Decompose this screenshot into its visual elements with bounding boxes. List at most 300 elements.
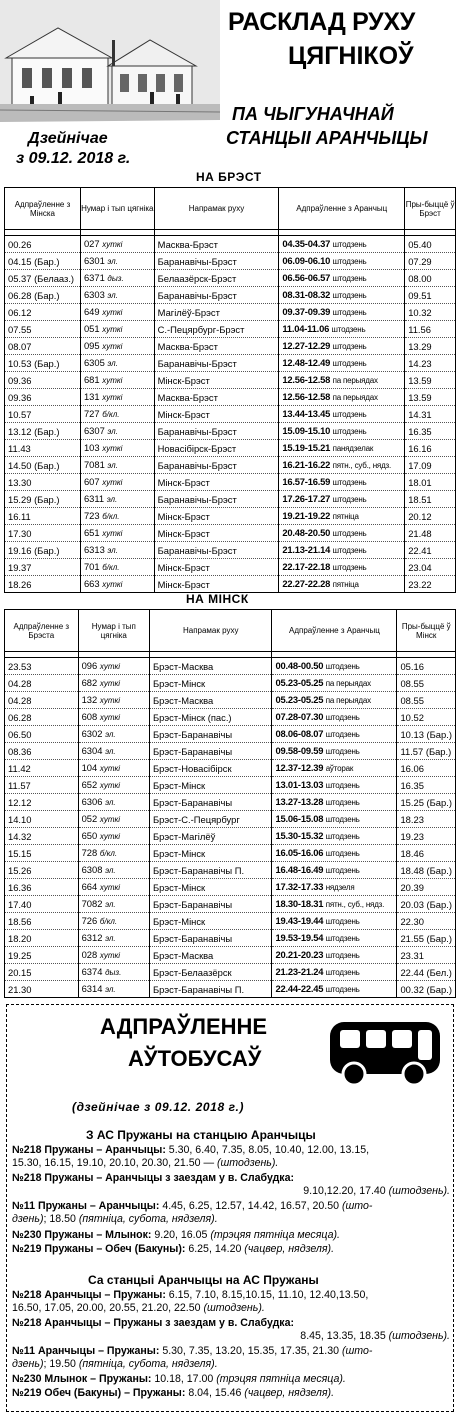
route-times: 8.45, 13.35, 18.35 — [300, 1330, 389, 1342]
route-note: (трэцяя пятніца месяца). — [210, 1229, 340, 1241]
table-cell: Баранавічы-Брэст — [154, 457, 279, 474]
route-name: №219 Обеч (Бакуны) – Пружаны: — [12, 1387, 186, 1399]
bus-route-1-5 — [12, 1243, 450, 1256]
table-cell: 22.44 (Бел.) — [397, 964, 456, 981]
table-cell: 12.48-12.49 штодзень — [279, 355, 405, 372]
route-name: №230 Млынок – Пружаны: — [12, 1373, 152, 1385]
table-cell: 13.30 — [5, 474, 81, 491]
table-cell: 7082 эл. — [78, 896, 149, 913]
table-cell: 6371 дыз. — [80, 270, 154, 287]
route-note: (штодзень). — [388, 1330, 450, 1342]
route-note: (штодзень). — [216, 1157, 279, 1169]
table-cell: 06.56-06.57 штодзень — [279, 270, 405, 287]
table-cell: 00.48-00.50 штодзень — [272, 658, 397, 675]
route-times: 15.30, 16.15, 19.10, 20.10, 20.30, 21.50 — — [12, 1157, 217, 1169]
table-cell: 6313 эл. — [80, 542, 154, 559]
table-cell: 20.48-20.50 штодзень — [279, 525, 405, 542]
table-cell: Брэст-Мінск (пас.) — [150, 709, 272, 726]
table-row — [5, 794, 456, 811]
table-cell: 19.23 — [397, 828, 456, 845]
table-cell: 12.56-12.58 па перыядах — [279, 389, 405, 406]
table-cell: 00.32 (Бар.) — [397, 981, 456, 998]
subtitle-line-1: ПА ЧЫГУНАЧНАЙ — [232, 104, 394, 124]
table-cell: 04.28 — [5, 692, 79, 709]
bus-section-2-title: Са станцыі Аранчыцы на АС Пружаны — [88, 1273, 319, 1287]
table-row — [5, 440, 456, 457]
table-cell: 06.12 — [5, 304, 81, 321]
route-name: №11 Пружаны – Аранчыцы: — [12, 1200, 160, 1212]
table-cell: 20.03 (Бар.) — [397, 896, 456, 913]
table-cell: 726 б/кл. — [78, 913, 149, 930]
table-cell: 6304 эл. — [78, 743, 149, 760]
route-name: №11 Аранчыцы – Пружаны: — [12, 1345, 160, 1357]
table-row — [5, 675, 456, 692]
table-row — [5, 270, 456, 287]
table-cell: 19.37 — [5, 559, 81, 576]
table-row — [5, 525, 456, 542]
table-cell: 6303 эл. — [80, 287, 154, 304]
table-cell: 15.30-15.32 штодзень — [272, 828, 397, 845]
bus-icon — [326, 1018, 444, 1088]
table-row — [5, 743, 456, 760]
table-row — [5, 457, 456, 474]
table-cell: Брэст-Баранавічы — [150, 930, 272, 947]
table-cell: 06.09-06.10 штодзень — [279, 253, 405, 270]
table-cell: 6308 эл. — [78, 862, 149, 879]
table-cell: 09.36 — [5, 372, 81, 389]
route-times: 5.30, 7.35, 13.20, 15.35, 17.35, 21.30 — [159, 1345, 342, 1357]
to-brest-table — [4, 187, 456, 593]
table-cell: 06.28 (Бар.) — [5, 287, 81, 304]
header-cell: Адпраўленне з Аранчыц — [279, 188, 405, 230]
title-line-2: ЦЯГНІКОЎ — [288, 42, 414, 70]
table-cell: 052 хуткі — [78, 811, 149, 828]
table-cell: 12.12 — [5, 794, 79, 811]
table-cell: 682 хуткі — [78, 675, 149, 692]
table-cell: 19.43-19.44 штодзень — [272, 913, 397, 930]
table-cell: Новасібірск-Брэст — [154, 440, 279, 457]
table-cell: 14.10 — [5, 811, 79, 828]
table-cell: Брэст-Масква — [150, 692, 272, 709]
table-cell: 18.23 — [397, 811, 456, 828]
table-cell: 15.06-15.08 штодзень — [272, 811, 397, 828]
table-row — [5, 845, 456, 862]
route-note: (чацвер, нядзеля). — [244, 1243, 335, 1255]
table-row — [5, 879, 456, 896]
table-cell: С.-Пецярбург-Брэст — [154, 321, 279, 338]
table-cell: 19.53-19.54 штодзень — [272, 930, 397, 947]
table-cell: 09.37-09.39 штодзень — [279, 304, 405, 321]
table-row — [5, 658, 456, 675]
table-row — [5, 964, 456, 981]
table-cell: 05.37 (Белааз.) — [5, 270, 81, 287]
table-cell: 14.23 — [405, 355, 456, 372]
table-cell: 15.19-15.21 панядзелак — [279, 440, 405, 457]
table-cell: Белаазёрск-Брэст — [154, 270, 279, 287]
table-cell: 701 б/кл. — [80, 559, 154, 576]
table-row — [5, 811, 456, 828]
to-minsk-title: НА МІНСК — [186, 592, 249, 606]
table-cell: 09.58-09.59 штодзень — [272, 743, 397, 760]
header-cell: Адпраўленне з Аранчыц — [272, 610, 397, 652]
table-cell: 7081 эл. — [80, 457, 154, 474]
table-cell: 15.09-15.10 штодзень — [279, 423, 405, 440]
header-cell: Нумар і тып цягніка — [80, 188, 154, 230]
table-cell: 04.28 — [5, 675, 79, 692]
table-row — [5, 709, 456, 726]
table-cell: 21.13-21.14 штодзень — [279, 542, 405, 559]
table-cell: 16.48-16.49 штодзень — [272, 862, 397, 879]
table-cell: 103 хуткі — [80, 440, 154, 457]
to-minsk-table — [4, 609, 456, 998]
table-cell: 13.27-13.28 штодзень — [272, 794, 397, 811]
route-times: 9.10,12.20, 17.40 — [303, 1185, 389, 1197]
table-cell: 08.55 — [397, 675, 456, 692]
table-row — [5, 559, 456, 576]
table-cell: 00.26 — [5, 236, 81, 253]
table-cell: 027 хуткі — [80, 236, 154, 253]
table-cell: 664 хуткі — [78, 879, 149, 896]
table-cell: 651 хуткі — [80, 525, 154, 542]
route-note: (штодзень). — [388, 1185, 450, 1197]
table-cell: 10.13 (Бар.) — [397, 726, 456, 743]
table-cell: Мінск-Брэст — [154, 474, 279, 491]
table-cell: 07.55 — [5, 321, 81, 338]
table-cell: 131 хуткі — [80, 389, 154, 406]
table-cell: 095 хуткі — [80, 338, 154, 355]
table-cell: 16.06 — [397, 760, 456, 777]
table-cell: 04.35-04.37 штодзень — [279, 236, 405, 253]
table-cell: 608 хуткі — [78, 709, 149, 726]
table-cell: 13.59 — [405, 389, 456, 406]
route-note: (чацвер, нядзеля). — [244, 1387, 335, 1399]
bus-route-2-2 — [12, 1317, 450, 1343]
table-cell: 6314 эл. — [78, 981, 149, 998]
table-cell: 16.16 — [405, 440, 456, 457]
header-cell: Адпраўленне з Брэста — [5, 610, 79, 652]
table-cell: 16.57-16.59 штодзень — [279, 474, 405, 491]
table-cell: 18.51 — [405, 491, 456, 508]
table-cell: 08.31-08.32 штодзень — [279, 287, 405, 304]
route-times: ; 19.50 — [43, 1358, 79, 1370]
route-note: (што- — [341, 1345, 373, 1357]
table-row — [5, 389, 456, 406]
table-cell: 18.20 — [5, 930, 79, 947]
table-cell: 05.40 — [405, 236, 456, 253]
table-cell: 652 хуткі — [78, 777, 149, 794]
table-cell: 15.29 (Бар.) — [5, 491, 81, 508]
route-name: №218 Пружаны – Аранчыцы: — [12, 1144, 166, 1156]
table-cell: 6311 эл. — [80, 491, 154, 508]
table-cell: 6302 эл. — [78, 726, 149, 743]
route-times: 5.30, 6.40, 7.35, 8.05, 10.40, 12.00, 13.15, — [165, 1144, 370, 1156]
table-row — [5, 338, 456, 355]
table-row — [5, 896, 456, 913]
table-cell: 08.55 — [397, 692, 456, 709]
table-cell: 19.25 — [5, 947, 79, 964]
table-cell: Мінск-Брэст — [154, 525, 279, 542]
table-row — [5, 777, 456, 794]
table-cell: 05.23-05.25 па перыядах — [272, 675, 397, 692]
table-row — [5, 981, 456, 998]
table-cell: Баранавічы-Брэст — [154, 542, 279, 559]
table-cell: 07.28-07.30 штодзень — [272, 709, 397, 726]
table-cell: 23.22 — [405, 576, 456, 593]
table-row — [5, 423, 456, 440]
table-cell: 22.17-22.18 штодзень — [279, 559, 405, 576]
table-row — [5, 862, 456, 879]
table-cell: 06.28 — [5, 709, 79, 726]
route-times: 8.04, 15.46 — [185, 1387, 245, 1399]
table-cell: 728 б/кл. — [78, 845, 149, 862]
table-cell: 17.32-17.33 нядзеля — [272, 879, 397, 896]
table-row — [5, 542, 456, 559]
table-cell: 104 хуткі — [78, 760, 149, 777]
route-note: (пятніца, субота, нядзеля). — [78, 1213, 218, 1225]
header-cell: Пры-быццё ў Мінск — [397, 610, 456, 652]
table-cell: 16.11 — [5, 508, 81, 525]
table-cell: Баранавічы-Брэст — [154, 253, 279, 270]
table-cell: 11.43 — [5, 440, 81, 457]
table-cell: 12.27-12.29 штодзень — [279, 338, 405, 355]
table-cell: Брэст-Баранавічы — [150, 726, 272, 743]
table-cell: 18.30-18.31 пятн., суб., нядз. — [272, 896, 397, 913]
table-cell: 10.32 — [405, 304, 456, 321]
table-cell: 12.37-12.39 аўторак — [272, 760, 397, 777]
table-cell: Брэст-Баранавічы — [150, 896, 272, 913]
table-row — [5, 304, 456, 321]
table-row — [5, 828, 456, 845]
table-cell: 6374 дыз. — [78, 964, 149, 981]
table-cell: 6307 эл. — [80, 423, 154, 440]
table-cell: 23.53 — [5, 658, 79, 675]
table-cell: Масква-Брэст — [154, 389, 279, 406]
table-cell: Баранавічы-Брэст — [154, 491, 279, 508]
table-cell: 05.23-05.25 па перыядах — [272, 692, 397, 709]
route-times: 9.20, 16.05 — [151, 1229, 211, 1241]
table-cell: Баранавічы-Брэст — [154, 355, 279, 372]
table-cell: Масква-Брэст — [154, 338, 279, 355]
table-row — [5, 491, 456, 508]
table-cell: Брэст-Мінск — [150, 845, 272, 862]
bus-route-1-4 — [12, 1229, 450, 1242]
bus-title-line-2: АЎТОБУСАЎ — [128, 1046, 262, 1071]
table-cell: 6306 эл. — [78, 794, 149, 811]
table-cell: 17.09 — [405, 457, 456, 474]
bus-route-2-5 — [12, 1387, 450, 1400]
table-cell: 09.36 — [5, 389, 81, 406]
table-cell: Баранавічы-Брэст — [154, 423, 279, 440]
route-times: 16.50, 17.05, 20.00, 20.55, 21.20, 22.50 — [12, 1302, 204, 1314]
table-cell: 20.39 — [397, 879, 456, 896]
table-cell: 649 хуткі — [80, 304, 154, 321]
table-row — [5, 726, 456, 743]
route-times: 10.18, 17.00 — [151, 1373, 217, 1385]
table-cell: 21.23-21.24 штодзень — [272, 964, 397, 981]
table-cell: 08.06-08.07 штодзень — [272, 726, 397, 743]
table-cell: Масква-Брэст — [154, 236, 279, 253]
table-cell: Брэст-Новасібірск — [150, 760, 272, 777]
table-cell: 10.53 (Бар.) — [5, 355, 81, 372]
table-cell: Мінск-Брэст — [154, 406, 279, 423]
table-row — [5, 760, 456, 777]
to-brest-title: НА БРЭСТ — [196, 170, 262, 184]
table-cell: 19.21-19.22 пятніца — [279, 508, 405, 525]
header-cell: Пры-быццё ў Брэст — [405, 188, 456, 230]
table-cell: 028 хуткі — [78, 947, 149, 964]
table-cell: 723 б/кл. — [80, 508, 154, 525]
table-cell: 04.15 (Бар.) — [5, 253, 81, 270]
table-cell: 16.35 — [405, 423, 456, 440]
table-cell: 16.05-16.06 штодзень — [272, 845, 397, 862]
bus-route-1-2 — [12, 1172, 450, 1198]
table-cell: 13.59 — [405, 372, 456, 389]
table-cell: 13.01-13.03 штодзень — [272, 777, 397, 794]
table-cell: Магілёў-Брэст — [154, 304, 279, 321]
bus-title-line-1: АДПРАЎЛЕННЕ — [100, 1014, 268, 1039]
table-cell: 09.51 — [405, 287, 456, 304]
table-cell: Брэст-Мінск — [150, 777, 272, 794]
table-cell: 650 хуткі — [78, 828, 149, 845]
table-cell: 681 хуткі — [80, 372, 154, 389]
table-cell: 23.31 — [397, 947, 456, 964]
to-minsk-rows — [5, 652, 456, 998]
table-cell: Брэст-Белаазёрск — [150, 964, 272, 981]
bus-route-2-4 — [12, 1373, 450, 1386]
route-note: дзень) — [12, 1213, 44, 1225]
table-cell: 13.12 (Бар.) — [5, 423, 81, 440]
route-times: 6.15, 7.10, 8.15,10.15, 11.10, 12.40,13.50, — [165, 1289, 369, 1301]
bus-route-2-3 — [12, 1345, 450, 1371]
table-cell: 607 хуткі — [80, 474, 154, 491]
table-row — [5, 236, 456, 253]
table-cell: 20.12 — [405, 508, 456, 525]
table-cell: 051 хуткі — [80, 321, 154, 338]
table-cell: 16.21-16.22 пятн., суб., нядз. — [279, 457, 405, 474]
table-cell: Брэст-Мінск — [150, 913, 272, 930]
bus-effective: (дзейнічае з 09.12. 2018 г.) — [72, 1100, 245, 1114]
bus-route-2-1 — [12, 1289, 450, 1315]
table-cell: 663 хуткі — [80, 576, 154, 593]
header-cell: Адпраўленне з Мінска — [5, 188, 81, 230]
table-cell: Мінск-Брэст — [154, 559, 279, 576]
route-times: 6.25, 14.20 — [185, 1243, 245, 1255]
table-cell: 18.26 — [5, 576, 81, 593]
subtitle-line-2: СТАНЦЫІ АРАНЧЫЦЫ — [226, 128, 428, 148]
to-brest-rows — [5, 230, 456, 593]
table-cell: 6301 эл. — [80, 253, 154, 270]
table-cell: Брэст-Баранавічы П. — [150, 981, 272, 998]
route-name: №230 Пружаны – Млынок: — [12, 1229, 152, 1241]
route-times: 4.45, 6.25, 12.57, 14.42, 16.57, 20.50 — [159, 1200, 342, 1212]
table-cell: 17.26-17.27 штодзень — [279, 491, 405, 508]
table-cell: Брэст-Мінск — [150, 879, 272, 896]
route-name: №218 Аранчыцы – Пружаны: — [12, 1289, 166, 1301]
table-cell: 096 хуткі — [78, 658, 149, 675]
bus-route-1-3 — [12, 1200, 450, 1226]
table-cell: 18.48 (Бар.) — [397, 862, 456, 879]
table-cell: Брэст-Масква — [150, 658, 272, 675]
table-cell: Брэст-Мінск — [150, 675, 272, 692]
effective-line-1: Дзейнічае — [28, 130, 108, 147]
table-cell: 08.00 — [405, 270, 456, 287]
table-cell: 21.55 (Бар.) — [397, 930, 456, 947]
table-row — [5, 913, 456, 930]
table-cell: 05.16 — [397, 658, 456, 675]
route-note: (штодзень). — [203, 1302, 265, 1314]
header-cell: Напрамак руху — [154, 188, 279, 230]
table-cell: 21.30 — [5, 981, 79, 998]
table-cell: 08.07 — [5, 338, 81, 355]
bus-route-1-1 — [12, 1144, 450, 1170]
route-note: (пятніца, субота, нядзеля). — [78, 1358, 218, 1370]
table-row — [5, 253, 456, 270]
table-cell: 6312 эл. — [78, 930, 149, 947]
table-cell: 21.48 — [405, 525, 456, 542]
table-cell: 23.04 — [405, 559, 456, 576]
table-cell: 18.46 — [397, 845, 456, 862]
table-row — [5, 355, 456, 372]
table-cell: Брэст-Баранавічы — [150, 743, 272, 760]
table-cell: 14.31 — [405, 406, 456, 423]
table-cell: 15.15 — [5, 845, 79, 862]
table-cell: Баранавічы-Брэст — [154, 287, 279, 304]
table-cell: 10.57 — [5, 406, 81, 423]
table-cell: 11.04-11.06 штодзень — [279, 321, 405, 338]
table-cell: Брэст-С.-Пецярбург — [150, 811, 272, 828]
table-row — [5, 576, 456, 593]
table-cell: 14.50 (Бар.) — [5, 457, 81, 474]
table-cell: 22.41 — [405, 542, 456, 559]
table-cell: 22.44-22.45 штодзень — [272, 981, 397, 998]
table-cell: 17.30 — [5, 525, 81, 542]
table-row — [5, 321, 456, 338]
table-cell: 14.32 — [5, 828, 79, 845]
table-cell: 20.21-20.23 штодзень — [272, 947, 397, 964]
table-cell: 727 б/кл. — [80, 406, 154, 423]
table-cell: 11.57 (Бар.) — [397, 743, 456, 760]
table-cell: 132 хуткі — [78, 692, 149, 709]
route-note: (трэцяя пятніца месяца). — [216, 1373, 346, 1385]
route-times: ; 18.50 — [43, 1213, 79, 1225]
route-name: №218 Аранчыцы – Пружаны з заездам у в. Слабудка: — [12, 1317, 295, 1329]
table-cell: 22.27-22.28 пятніца — [279, 576, 405, 593]
route-name: №219 Пружаны – Обеч (Бакуны): — [12, 1243, 186, 1255]
table-cell: 15.25 (Бар.) — [397, 794, 456, 811]
header-cell: Напрамак руху — [150, 610, 272, 652]
table-cell: 18.01 — [405, 474, 456, 491]
route-note: дзень) — [12, 1358, 44, 1370]
route-name: №218 Пружаны – Аранчыцы з заездам у в. Слабудка: — [12, 1172, 295, 1184]
table-row — [5, 287, 456, 304]
table-cell: Брэст-Баранавічы — [150, 794, 272, 811]
table-cell: Мінск-Брэст — [154, 508, 279, 525]
table-cell: 11.56 — [405, 321, 456, 338]
table-cell: 13.44-13.45 штодзень — [279, 406, 405, 423]
table-cell: 11.57 — [5, 777, 79, 794]
table-cell: 12.56-12.58 па перыядах — [279, 372, 405, 389]
table-cell: 20.15 — [5, 964, 79, 981]
table-row — [5, 930, 456, 947]
table-row — [5, 508, 456, 525]
table-cell: 16.36 — [5, 879, 79, 896]
table-cell: Мінск-Брэст — [154, 372, 279, 389]
table-cell: 17.40 — [5, 896, 79, 913]
table-cell: 10.52 — [397, 709, 456, 726]
header — [0, 0, 460, 186]
table-row — [5, 406, 456, 423]
table-cell: 11.42 — [5, 760, 79, 777]
